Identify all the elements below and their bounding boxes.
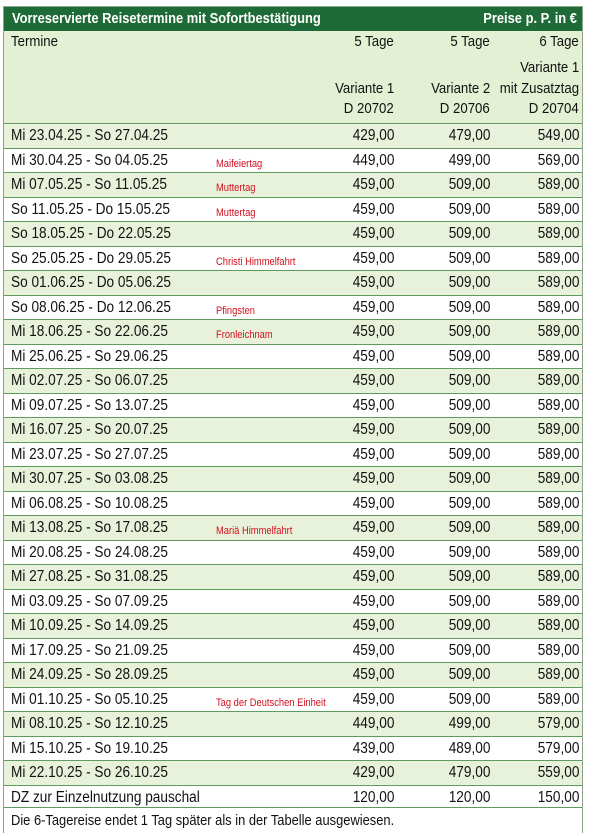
col3-variant: Variante 1 xyxy=(519,59,579,76)
date-cell: Mi 18.06.25 - So 22.06.25 xyxy=(11,323,168,340)
price-variante-1: 459,00 xyxy=(352,592,394,610)
date-cell: Mi 13.08.25 - So 17.08.25 xyxy=(11,519,168,536)
table-row xyxy=(4,270,582,295)
holiday-note: Christi Himmelfahrt xyxy=(216,255,296,268)
date-cell: Mi 23.04.25 - So 27.04.25 xyxy=(11,127,168,144)
price-variante-2: 509,00 xyxy=(448,519,490,536)
price-variante-2: 509,00 xyxy=(448,445,490,463)
table-row xyxy=(4,785,582,810)
price-variante-1: 459,00 xyxy=(352,274,394,291)
price-variante-2: 509,00 xyxy=(448,592,490,610)
price-variante-1: 459,00 xyxy=(352,445,394,463)
holiday-note: Muttertag xyxy=(216,182,256,194)
price-variante-2: 509,00 xyxy=(448,298,490,316)
date-cell: So 08.06.25 - Do 12.06.25 xyxy=(11,298,172,316)
table-row xyxy=(4,638,582,663)
price-variante-2: 509,00 xyxy=(448,666,490,683)
holiday-note: Fronleichnam xyxy=(216,329,273,341)
price-variante-2: 509,00 xyxy=(448,347,490,365)
price-6-tage: 589,00 xyxy=(537,323,579,340)
table-row xyxy=(4,319,582,344)
price-6-tage: 589,00 xyxy=(537,176,579,193)
col1-variant: Variante 1 xyxy=(334,80,394,97)
date-cell: Mi 16.07.25 - So 20.07.25 xyxy=(11,421,168,438)
price-variante-2: 489,00 xyxy=(448,739,490,757)
price-variante-1: 459,00 xyxy=(352,200,394,218)
table-row xyxy=(4,515,582,540)
price-6-tage: 589,00 xyxy=(537,225,579,242)
price-variante-2: 509,00 xyxy=(448,274,490,291)
price-6-tage: 589,00 xyxy=(537,494,579,512)
table-row xyxy=(4,564,582,589)
table-row xyxy=(4,368,582,393)
price-variante-2: 509,00 xyxy=(448,470,490,487)
table-row xyxy=(4,417,582,442)
table-row xyxy=(4,589,582,614)
date-cell: Mi 22.10.25 - So 26.10.25 xyxy=(11,764,168,781)
price-variante-1: 459,00 xyxy=(352,421,394,438)
date-cell: Mi 09.07.25 - So 13.07.25 xyxy=(11,396,168,414)
date-cell: Mi 08.10.25 - So 12.10.25 xyxy=(11,715,168,732)
table-row xyxy=(4,172,582,197)
date-cell: Mi 30.07.25 - So 03.08.25 xyxy=(11,470,168,487)
price-variante-2: 509,00 xyxy=(448,372,490,389)
col2-variant: Variante 2 xyxy=(430,80,490,97)
col2-duration: 5 Tage xyxy=(450,33,490,50)
holiday-note: Tag der Deutschen Einheit xyxy=(216,696,326,709)
date-cell: Mi 20.08.25 - So 24.08.25 xyxy=(11,543,168,561)
date-cell: So 18.05.25 - Do 22.05.25 xyxy=(11,225,172,242)
date-cell: So 25.05.25 - Do 29.05.25 xyxy=(11,249,172,267)
price-6-tage: 589,00 xyxy=(537,568,579,585)
price-variante-2: 509,00 xyxy=(448,225,490,242)
price-variante-1: 459,00 xyxy=(352,568,394,585)
table-header-bar xyxy=(4,7,582,31)
price-6-tage: 589,00 xyxy=(537,617,579,634)
price-6-tage: 589,00 xyxy=(537,249,579,267)
price-variante-2: 509,00 xyxy=(448,396,490,414)
holiday-note: Maifeiertag xyxy=(216,157,263,170)
price-6-tage: 569,00 xyxy=(537,151,579,169)
price-6-tage: 589,00 xyxy=(537,347,579,365)
price-6-tage: 579,00 xyxy=(537,739,579,757)
date-cell: Mi 06.08.25 - So 10.08.25 xyxy=(11,494,168,512)
table-row xyxy=(4,123,582,148)
price-6-tage: 589,00 xyxy=(537,200,579,218)
table-row xyxy=(4,760,582,785)
price-variante-1: 459,00 xyxy=(352,176,394,193)
price-variante-1: 459,00 xyxy=(352,372,394,389)
price-variante-1: 449,00 xyxy=(352,151,394,169)
table-body xyxy=(4,123,582,809)
price-variante-2: 499,00 xyxy=(448,151,490,169)
price-table xyxy=(3,6,583,833)
price-unit-label: Preise p. P. in € xyxy=(483,10,577,27)
price-variante-1: 120,00 xyxy=(352,788,394,806)
date-cell: Mi 03.09.25 - So 07.09.25 xyxy=(11,592,168,610)
table-row xyxy=(4,540,582,565)
price-6-tage: 589,00 xyxy=(537,396,579,414)
date-cell: Mi 27.08.25 - So 31.08.25 xyxy=(11,568,168,585)
price-variante-2: 509,00 xyxy=(448,421,490,438)
footer-note: Die 6-Tagereise endet 1 Tag später als in der Tabelle ausgewiesen. xyxy=(11,812,395,829)
col1-code: D 20702 xyxy=(344,100,394,117)
table-row xyxy=(4,246,582,271)
price-6-tage: 589,00 xyxy=(537,298,579,316)
price-variante-1: 449,00 xyxy=(352,715,394,732)
price-variante-1: 439,00 xyxy=(352,739,394,757)
price-variante-2: 509,00 xyxy=(448,543,490,561)
date-cell: Mi 23.07.25 - So 27.07.25 xyxy=(11,445,168,463)
price-variante-2: 509,00 xyxy=(448,494,490,512)
price-6-tage: 589,00 xyxy=(537,666,579,683)
date-cell: Mi 25.06.25 - So 29.06.25 xyxy=(11,347,168,365)
price-variante-1: 459,00 xyxy=(352,298,394,316)
table-row xyxy=(4,221,582,246)
price-variante-1: 459,00 xyxy=(352,494,394,512)
price-variante-2: 509,00 xyxy=(448,568,490,585)
table-row xyxy=(4,466,582,491)
table-row xyxy=(4,442,582,467)
table-row xyxy=(4,662,582,687)
price-variante-1: 459,00 xyxy=(352,323,394,340)
holiday-note: Muttertag xyxy=(216,206,256,219)
price-6-tage: 589,00 xyxy=(537,372,579,389)
price-6-tage: 589,00 xyxy=(537,641,579,659)
price-variante-1: 429,00 xyxy=(352,127,394,144)
footer-note-row xyxy=(4,807,582,833)
price-variante-2: 499,00 xyxy=(448,715,490,732)
date-cell: Mi 01.10.25 - So 05.10.25 xyxy=(11,690,168,708)
column-headers xyxy=(4,31,582,123)
price-variante-2: 509,00 xyxy=(448,617,490,634)
date-cell: So 11.05.25 - Do 15.05.25 xyxy=(11,200,171,218)
date-cell: Mi 10.09.25 - So 14.09.25 xyxy=(11,617,168,634)
price-variante-1: 459,00 xyxy=(352,396,394,414)
price-6-tage: 589,00 xyxy=(537,274,579,291)
price-variante-2: 120,00 xyxy=(448,788,490,806)
date-cell: Mi 24.09.25 - So 28.09.25 xyxy=(11,666,168,683)
table-row xyxy=(4,393,582,418)
price-variante-2: 509,00 xyxy=(448,690,490,708)
price-6-tage: 589,00 xyxy=(537,519,579,536)
table-row xyxy=(4,148,582,173)
price-variante-2: 509,00 xyxy=(448,176,490,193)
price-variante-2: 509,00 xyxy=(448,249,490,267)
date-cell: DZ zur Einzelnutzung pauschal xyxy=(11,788,200,806)
price-6-tage: 579,00 xyxy=(537,715,579,732)
price-variante-1: 459,00 xyxy=(352,617,394,634)
price-6-tage: 559,00 xyxy=(537,764,579,781)
date-cell: Mi 07.05.25 - So 11.05.25 xyxy=(11,176,167,193)
price-variante-1: 459,00 xyxy=(352,225,394,242)
price-variante-1: 459,00 xyxy=(352,347,394,365)
price-variante-2: 479,00 xyxy=(448,764,490,781)
price-6-tage: 589,00 xyxy=(537,421,579,438)
price-variante-1: 459,00 xyxy=(352,666,394,683)
col3-duration: 6 Tage xyxy=(539,33,579,50)
price-variante-2: 509,00 xyxy=(448,200,490,218)
holiday-note: Pfingsten xyxy=(216,304,255,317)
table-row xyxy=(4,197,582,222)
table-row xyxy=(4,613,582,638)
price-variante-1: 459,00 xyxy=(352,519,394,536)
date-cell: Mi 15.10.25 - So 19.10.25 xyxy=(11,739,168,757)
price-6-tage: 589,00 xyxy=(537,543,579,561)
price-6-tage: 589,00 xyxy=(537,592,579,610)
price-variante-2: 509,00 xyxy=(448,323,490,340)
table-row xyxy=(4,344,582,369)
table-row xyxy=(4,491,582,516)
price-variante-1: 459,00 xyxy=(352,543,394,561)
price-variante-1: 429,00 xyxy=(352,764,394,781)
date-cell: So 01.06.25 - Do 05.06.25 xyxy=(11,274,172,291)
date-cell: Mi 30.04.25 - So 04.05.25 xyxy=(11,151,168,169)
table-row xyxy=(4,295,582,320)
price-6-tage: 549,00 xyxy=(537,127,579,144)
date-cell: Mi 17.09.25 - So 21.09.25 xyxy=(11,641,168,659)
table-row xyxy=(4,736,582,761)
col3-code: D 20704 xyxy=(529,100,579,117)
price-variante-2: 479,00 xyxy=(448,127,490,144)
price-variante-1: 459,00 xyxy=(352,470,394,487)
col3-variant-extra: mit Zusatztag xyxy=(499,80,579,97)
price-variante-2: 509,00 xyxy=(448,641,490,659)
price-variante-1: 459,00 xyxy=(352,690,394,708)
termine-column-label: Termine xyxy=(11,33,58,50)
price-variante-1: 459,00 xyxy=(352,641,394,659)
table-title: Vorreservierte Reisetermine mit Sofortbestätigung xyxy=(12,10,321,27)
price-variante-1: 459,00 xyxy=(352,249,394,267)
price-6-tage: 589,00 xyxy=(537,470,579,487)
price-6-tage: 589,00 xyxy=(537,445,579,463)
holiday-note: Mariä Himmelfahrt xyxy=(216,525,293,537)
price-6-tage: 589,00 xyxy=(537,690,579,708)
date-cell: Mi 02.07.25 - So 06.07.25 xyxy=(11,372,168,389)
table-row xyxy=(4,687,582,712)
table-row xyxy=(4,711,582,736)
price-6-tage: 150,00 xyxy=(537,788,579,806)
col1-duration: 5 Tage xyxy=(354,33,394,50)
col2-code: D 20706 xyxy=(440,100,490,117)
